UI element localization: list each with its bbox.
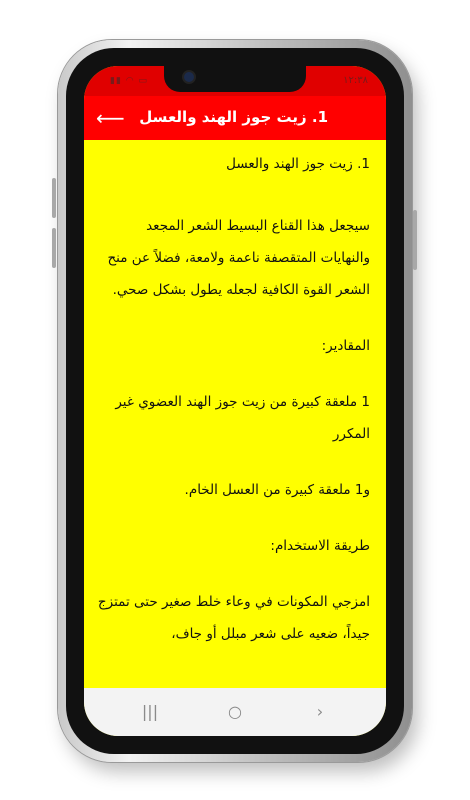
ingredients-label: المقادير: bbox=[321, 338, 370, 354]
status-time: ١٢:٣٨ bbox=[343, 75, 368, 86]
screen bbox=[84, 66, 386, 736]
signal-icon: ▮▮ bbox=[110, 76, 122, 86]
recent-apps-icon: ||| bbox=[141, 702, 159, 721]
back-button[interactable] bbox=[96, 104, 124, 132]
power-button bbox=[413, 210, 417, 270]
article-content[interactable] bbox=[84, 140, 386, 688]
home-button[interactable] bbox=[215, 700, 255, 724]
ingredient-1: 1 ملعقة كبيرة من زيت جوز الهند العضوي غير المكرر bbox=[115, 394, 370, 442]
volume-down-button bbox=[52, 228, 56, 268]
front-camera bbox=[184, 72, 194, 82]
back-chevron-icon: › bbox=[316, 702, 324, 721]
article-heading: 1. زيت جوز الهند والعسل bbox=[226, 156, 370, 172]
arrow-back-icon: ⟵ bbox=[96, 106, 125, 130]
back-nav-button[interactable] bbox=[300, 700, 340, 724]
ingredient-2: و1 ملعقة كبيرة من العسل الخام. bbox=[184, 482, 370, 498]
page-title: 1. زيت جوز الهند والعسل bbox=[139, 108, 328, 126]
navigation-bar bbox=[84, 688, 386, 736]
volume-up-button bbox=[52, 178, 56, 218]
app-bar bbox=[84, 96, 386, 140]
recent-apps-button[interactable] bbox=[130, 700, 170, 724]
article-intro: سيجعل هذا القناع البسيط الشعر المجعد والنهايات المتقصفة ناعمة ولامعة، فضلاً عن منح الشعر القوة الكافية لجعله يطول بشكل صحي. bbox=[107, 218, 370, 298]
method-label: طريقة الاستخدام: bbox=[270, 538, 370, 554]
home-icon: ○ bbox=[228, 702, 242, 721]
battery-icon: ▭ bbox=[138, 76, 149, 86]
wifi-icon: ◠ bbox=[125, 76, 135, 86]
method-text: امزجي المكونات في وعاء خلط صغير حتى تمتزج جيداً، ضعيه على شعر مبلل أو جاف، bbox=[97, 594, 370, 642]
status-icons bbox=[110, 76, 148, 86]
